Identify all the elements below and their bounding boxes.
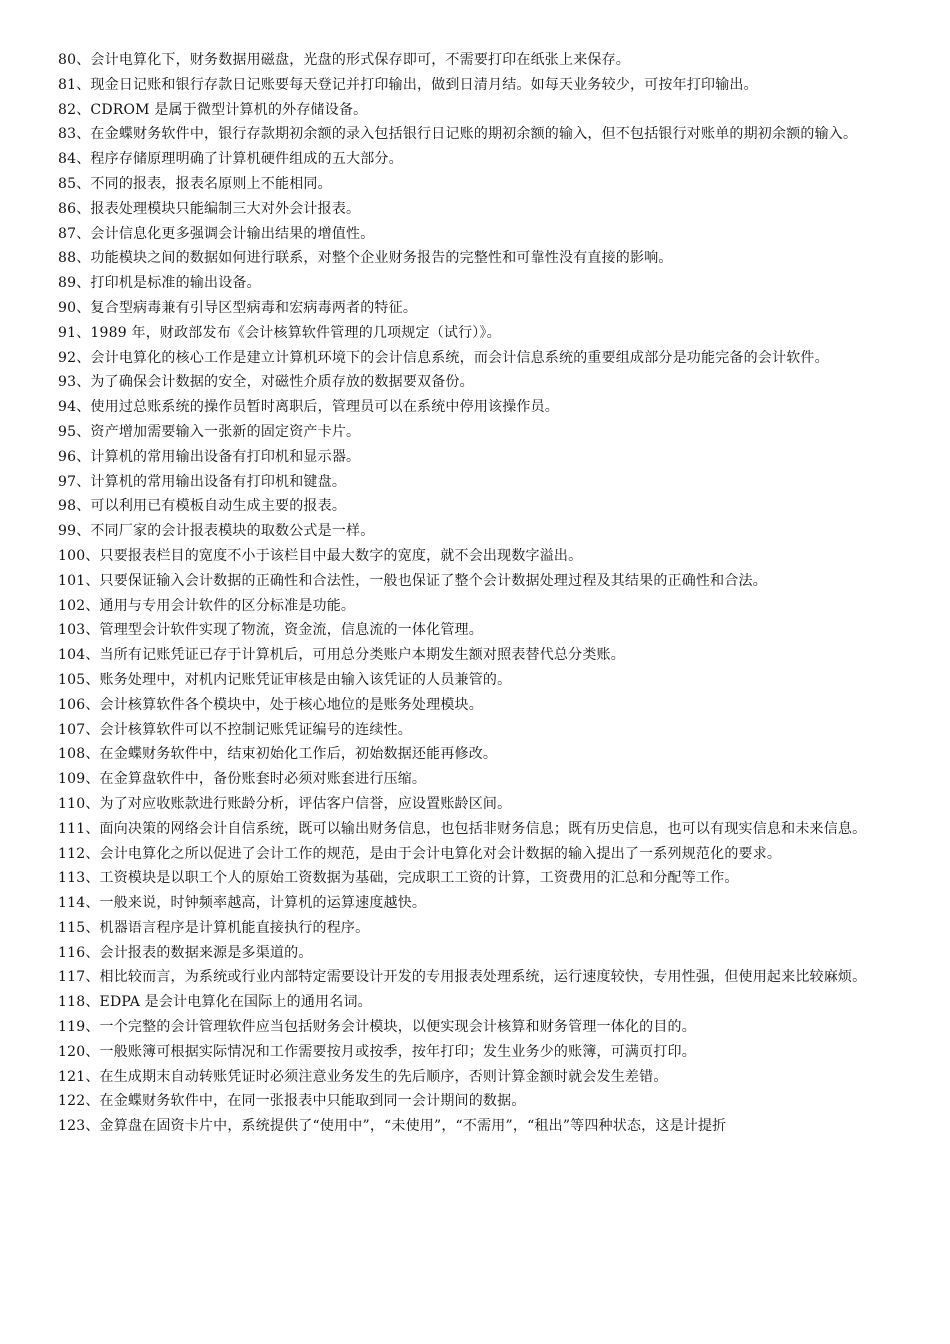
- list-item: 106、会计核算软件各个模块中，处于核心地位的是账务处理模块。: [58, 696, 483, 713]
- list-item: 122、在金蝶财务软件中，在同一张报表中只能取到同一会计期间的数据。: [58, 1093, 526, 1110]
- list-item: 87、会计信息化更多强调会计输出结果的增值性。: [58, 225, 375, 242]
- list-item: 123、金算盘在固资卡片中，系统提供了“使用中”，“未使用”，“不需用”，“租出”等四种状态，这是计提折: [58, 1118, 727, 1135]
- list-item: 111、面向决策的网络会计自信系统，既可以输出财务信息，也包括非财务信息；既有历史信息，也可以有现实信息和未来信息。: [58, 820, 867, 837]
- list-item: 100、只要报表栏目的宽度不小于该栏目中最大数字的宽度，就不会出现数字溢出。: [58, 547, 583, 564]
- list-item: 92、会计电算化的核心工作是建立计算机环境下的会计信息系统，而会计信息系统的重要组成部分是功能完备的会计软件。: [58, 349, 829, 366]
- list-item: 97、计算机的常用输出设备有打印机和键盘。: [58, 473, 347, 490]
- list-item: 99、不同厂家的会计报表模块的取数公式是一样。: [58, 523, 375, 540]
- list-item: 101、只要保证输入会计数据的正确性和合法性，一般也保证了整个会计数据处理过程及其结果的正确性和合法。: [58, 572, 767, 589]
- list-item: 117、相比较而言，为系统或行业内部特定需要设计开发的专用报表处理系统，运行速度较快，专用性强，但使用起来比较麻烦。: [58, 969, 867, 986]
- list-item: 118、EDPA 是会计电算化在国际上的通用名词。: [58, 994, 372, 1011]
- list-item: 110、为了对应收账款进行账龄分析，评估客户信誉，应设置账龄区间。: [58, 795, 512, 812]
- list-item: 89、打印机是标准的输出设备。: [58, 275, 261, 292]
- list-item: 93、为了确保会计数据的安全，对磁性介质存放的数据要双备份。: [58, 374, 474, 391]
- list-item: 83、在金蝶财务软件中，银行存款期初余额的录入包括银行日记账的期初余额的输入，但不包括银行对账单的期初余额的输入。: [58, 126, 858, 143]
- list-item: 113、工资模块是以职工个人的原始工资数据为基础，完成职工工资的计算，工资费用的汇总和分配等工作。: [58, 870, 739, 887]
- list-item: 98、可以利用已有模板自动生成主要的报表。: [58, 498, 347, 515]
- list-item: 121、在生成期末自动转账凭证时必须注意业务发生的先后顺序，否则计算金额时就会发生差错。: [58, 1068, 668, 1085]
- list-item: 103、管理型会计软件实现了物流，资金流，信息流的一体化管理。: [58, 622, 483, 639]
- list-item: 86、报表处理模块只能编制三大对外会计报表。: [58, 200, 361, 217]
- list-item: 114、一般来说，时钟频率越高，计算机的运算速度越快。: [58, 895, 427, 912]
- list-item: 104、当所有记账凭证已存于计算机后，可用总分类账户本期发生额对照表替代总分类账。: [58, 647, 625, 664]
- list-item: 94、使用过总账系统的操作员暂时离职后，管理员可以在系统中停用该操作员。: [58, 399, 560, 416]
- list-item: 115、机器语言程序是计算机能直接执行的程序。: [58, 919, 370, 936]
- list-item: 80、会计电算化下，财务数据用磁盘，光盘的形式保存即可，不需要打印在纸张上来保存。: [58, 52, 631, 68]
- list-item: 119、一个完整的会计管理软件应当包括财务会计模块，以便实现会计核算和财务管理一体化的目的。: [58, 1019, 696, 1036]
- list-item: 85、不同的报表，报表名原则上不能相同。: [58, 175, 332, 192]
- list-item: 108、在金蝶财务软件中，结束初始化工作后，初始数据还能再修改。: [58, 746, 498, 763]
- list-item: 88、功能模块之间的数据如何进行联系，对整个企业财务报告的完整性和可靠性没有直接的影响。: [58, 250, 673, 267]
- list-item: 107、会计核算软件可以不控制记账凭证编号的连续性。: [58, 721, 412, 738]
- document-body: [58, 48, 914, 1139]
- list-item: 105、账务处理中，对机内记账凭证审核是由输入该凭证的人员兼管的。: [58, 671, 512, 688]
- list-item: 120、一般账簿可根据实际情况和工作需要按月或按季，按年打印；发生业务少的账簿，可满页打印。: [58, 1043, 696, 1060]
- list-item: 112、会计电算化之所以促进了会计工作的规范，是由于会计电算化对会计数据的输入提出了一系列规范化的要求。: [58, 845, 782, 862]
- list-item: 91、1989 年，财政部发布《会计核算软件管理的几项规定（试行）》。: [58, 324, 501, 341]
- list-item: 116、会计报表的数据来源是多渠道的。: [58, 944, 313, 961]
- list-item: 90、复合型病毒兼有引导区型病毒和宏病毒两者的特征。: [58, 299, 418, 316]
- list-item: 109、在金算盘软件中，备份账套时必须对账套进行压缩。: [58, 771, 427, 788]
- list-item: 95、资产增加需要输入一张新的固定资产卡片。: [58, 423, 361, 440]
- list-item: 96、计算机的常用输出设备有打印机和显示器。: [58, 448, 361, 465]
- list-item: 84、程序存储原理明确了计算机硬件组成的五大部分。: [58, 151, 403, 168]
- list-item: 81、现金日记账和银行存款日记账要每天登记并打印输出，做到日清月结。如每天业务较少，可按年打印输出。: [58, 76, 758, 93]
- list-item: 82、CDROM 是属于微型计算机的外存储设备。: [58, 101, 368, 118]
- list-item: 102、通用与专用会计软件的区分标准是功能。: [58, 597, 356, 614]
